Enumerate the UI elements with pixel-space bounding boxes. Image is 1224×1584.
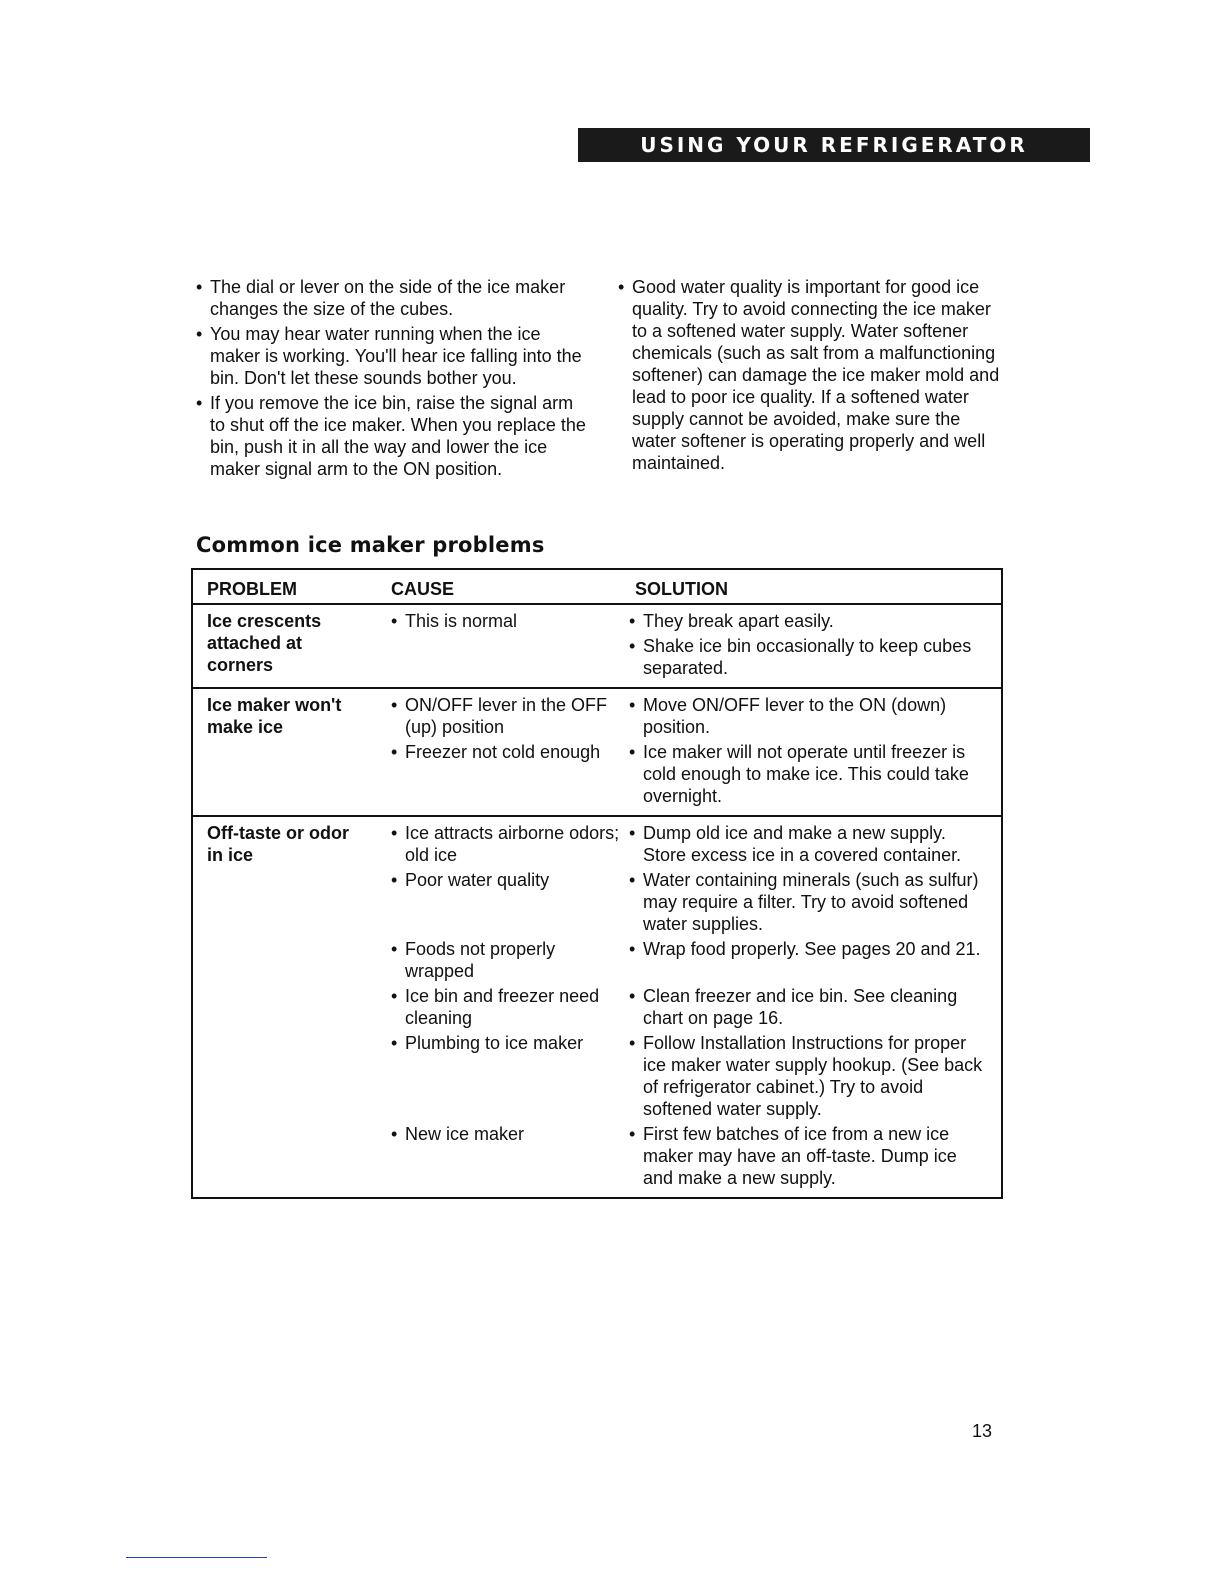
section-title: Common ice maker problems bbox=[196, 533, 545, 557]
cause-solution-pair bbox=[391, 694, 989, 741]
cause-item: • ON/OFF lever in the OFF (up) position bbox=[391, 694, 629, 738]
header-solution: SOLUTION bbox=[621, 569, 1002, 604]
cause-cell bbox=[391, 938, 629, 985]
problem-table bbox=[191, 568, 1003, 1199]
solution-cell bbox=[629, 694, 989, 741]
footer-divider bbox=[126, 1557, 267, 1558]
solution-cell bbox=[629, 610, 989, 682]
cause-solution-pair bbox=[391, 869, 989, 938]
solution-cell bbox=[629, 741, 989, 810]
intro-bullet: • Good water quality is important for good ice quality. Try to avoid connecting the ice maker to a softened water supply. Water softener chemicals (such as salt from a malfunctioning softener) can damage the ice maker mold and lead to poor ice quality. If a softened water supply cannot be avoided, make sure the water softener is operating properly and well maintained. bbox=[618, 276, 1006, 474]
solution-item: • They break apart easily. bbox=[629, 610, 989, 632]
page-number: 13 bbox=[972, 1421, 993, 1441]
solution-cell bbox=[629, 822, 989, 869]
cause-item: • Poor water quality bbox=[391, 869, 629, 891]
cause-cell bbox=[391, 869, 629, 938]
solution-cell bbox=[629, 1123, 989, 1192]
cause-item: • This is normal bbox=[391, 610, 629, 632]
solution-item: • Move ON/OFF lever to the ON (down) position. bbox=[629, 694, 989, 738]
solution-item: • Ice maker will not operate until freezer is cold enough to make ice. This could take overnight. bbox=[629, 741, 989, 807]
problem-cell: Ice crescents attached at corners bbox=[192, 604, 377, 688]
section-banner: USING YOUR REFRIGERATOR bbox=[578, 128, 1090, 162]
cause-cell bbox=[391, 1032, 629, 1123]
solution-item: • Water containing minerals (such as sulfur) may require a filter. Try to avoid softened water supplies. bbox=[629, 869, 989, 935]
intro-right-list bbox=[618, 276, 1006, 477]
cause-solution-pair bbox=[391, 938, 989, 985]
solution-cell bbox=[629, 1032, 989, 1123]
cause-cell bbox=[391, 610, 629, 682]
table-row bbox=[192, 688, 1002, 816]
solution-cell bbox=[629, 938, 989, 985]
cause-solution-pair bbox=[391, 985, 989, 1032]
cause-solution-cell bbox=[377, 604, 1002, 688]
solution-cell bbox=[629, 985, 989, 1032]
solution-item: • Wrap food properly. See pages 20 and 21. bbox=[629, 938, 989, 960]
cause-item: • Plumbing to ice maker bbox=[391, 1032, 629, 1054]
intro-bullet: • If you remove the ice bin, raise the signal arm to shut off the ice maker. When you replace the bin, push it in all the way and lower the ice maker signal arm to the ON position. bbox=[196, 392, 592, 480]
table-row bbox=[192, 604, 1002, 688]
cause-solution-pair bbox=[391, 1123, 989, 1192]
intro-bullet: • You may hear water running when the ice maker is working. You'll hear ice falling into the bin. Don't let these sounds bother you. bbox=[196, 323, 592, 389]
solution-item: • First few batches of ice from a new ice maker may have an off-taste. Dump ice and make a new supply. bbox=[629, 1123, 989, 1189]
problem-cell: Off-taste or odor in ice bbox=[207, 823, 349, 865]
solution-item: • Dump old ice and make a new supply. Store excess ice in a covered container. bbox=[629, 822, 989, 866]
cause-cell bbox=[391, 694, 629, 741]
table-header-row bbox=[192, 569, 1002, 604]
cause-solution-pair bbox=[391, 1032, 989, 1123]
intro-bullet: • The dial or lever on the side of the ice maker changes the size of the cubes. bbox=[196, 276, 592, 320]
solution-cell bbox=[629, 869, 989, 938]
cause-item: • Ice attracts airborne odors; old ice bbox=[391, 822, 629, 866]
solution-item: • Clean freezer and ice bin. See cleaning chart on page 16. bbox=[629, 985, 989, 1029]
cause-cell bbox=[391, 822, 629, 869]
cause-solution-cell bbox=[377, 816, 1002, 1198]
cause-cell bbox=[391, 985, 629, 1032]
cause-cell bbox=[391, 741, 629, 810]
cause-solution-cell bbox=[377, 688, 1002, 816]
cause-item: • Freezer not cold enough bbox=[391, 741, 629, 763]
header-cause: CAUSE bbox=[377, 569, 621, 604]
cause-item: • Ice bin and freezer need cleaning bbox=[391, 985, 629, 1029]
solution-item: • Follow Installation Instructions for proper ice maker water supply hookup. (See back of refrigerator cabinet.) Try to avoid softened water supply. bbox=[629, 1032, 989, 1120]
cause-item: • New ice maker bbox=[391, 1123, 629, 1145]
table-row bbox=[192, 816, 1002, 1198]
solution-item: • Shake ice bin occasionally to keep cubes separated. bbox=[629, 635, 989, 679]
cause-cell bbox=[391, 1123, 629, 1192]
problem-cell: Ice maker won't make ice bbox=[192, 688, 377, 816]
cause-solution-pair bbox=[391, 822, 989, 869]
header-problem: PROBLEM bbox=[192, 569, 377, 604]
cause-item: • Foods not properly wrapped bbox=[391, 938, 629, 982]
intro-left-list bbox=[196, 276, 592, 483]
cause-solution-pair bbox=[391, 610, 989, 682]
cause-solution-pair bbox=[391, 741, 989, 810]
